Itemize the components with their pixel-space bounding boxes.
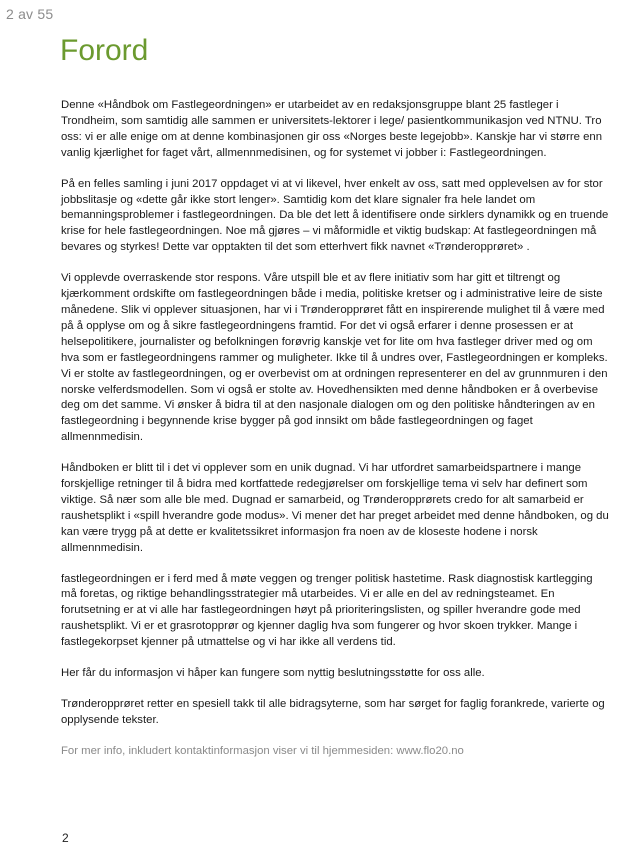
paragraph-5: fastlegeordningen er i ferd med å møte veggen og trenger politisk hastetime. Rask diagnostisk kartlegging må foretas, og riktige behandlingsstrategier må utarbeides. Vi er alle en del av redningsteamet. En forutsetning er at vi alle har fastlegeordningen høyt på prioriteringslisten, og spiller hverandre gode med raushetsplikt. Vi er et grasrotopprør og kjenner daglig hva som fungerer og hvor skoen trykker. Mange i fastlegekorpset kjenner på utmattelse og vi har ikke all verdens tid. <box>61 572 593 649</box>
paragraph-6: Her får du informasjon vi håper kan fungere som nyttig beslutningsstøtte for oss alle. <box>61 667 485 680</box>
page-title: Forord <box>60 34 149 67</box>
paragraph-4: Håndboken er blitt til i det vi opplever som en unik dugnad. Vi har utfordret samarbeidspartnere i mange forskjellige retninger til å bidra med kortfattede redegjørelser om forskjellige tema vi selv har definert som viktige. Så nær som alle ble med. Dugnad er samarbeid, og Trønderopprørets credo for alt samarbeid er raushetsplikt i «spill hverandre gode modus». Vi mener det har preget arbeidet med denne håndboken, og du kan være trygg på at dette er kvalitetssikret informasjon fra noen av de kloseste hodene i norsk allmennmedisin. <box>61 462 609 554</box>
paragraph-7: Trønderopprøret retter en spesiell takk til alle bidragsyterne, som har sørget for faglig forankrede, varierte og opplysende tekster. <box>61 698 605 726</box>
paragraph-2: På en felles samling i juni 2017 oppdaget vi at vi likevel, hver enkelt av oss, satt med opplevelsen av for stor jobbslitasje og «dette går ikke stort lenger». Samtidig kom det klare signaler fra hele landet om bemanningsproblemer i fastlegeordningen. Da ble det lett å identifisere onde sirklers dynamikk og en truende krise for hele fastlegeordningen. Noe må gjøres – vi måformidle et viktig budskap: At fastlegeordningen må bevares og styrkes! Dette var opptakten til det som etterhvert fikk navnet «Trønderopprøret» . <box>61 177 609 254</box>
paragraph-3: Vi opplevde overraskende stor respons. Våre utspill ble et av flere initiativ som har gitt et tiltrengt og kjærkomment ordskifte om fastlegeordningen både i media, politiske kretser og i administrative leire de siste månedene. Slik vi opplever situasjonen, har vi i Trønderopprøret fått en inspirerende mulighet til å være med på å opplyse om og å sikre fastlegeordningens framtid. For det vi også erfarer i denne prosessen er at helsepolitikere, journalister og befolkningen forøvrig kanskje vet for lite om hva fastleger driver med og om hva som er fastlegeordningens rammer og muligheter. Ikke til å undres over, Fastlegeordningen er kompleks. Vi er stolte av fastlegeordningen, og er overbevist om at ordningen representerer en del av grunnmuren i den norske velferdsmodellen. Som vi også er stolte av. Hovedhensikten med denne håndboken er å overbevise deg om det samme. Vi ønsker å bidra til at den nasjonale dialogen om og den politiske håndteringen av en fastlegeordning i begynnende krise bygger på god innsikt om både fastlegeordningen og faget allmennmedisin. <box>61 272 608 444</box>
page-number: 2 <box>62 831 69 845</box>
page-counter: 2 av 55 <box>6 6 54 22</box>
paragraph-1: Denne «Håndbok om Fastlegeordningen» er utarbeidet av en redaksjonsgruppe blant 25 fastleger i Trondheim, som samtidig alle sammen er universitets-lektorer i lege/ pasientkommunikasjon ved NTNU. Tro oss: vi er alle enige om at denne kombinasjonen gir oss «Norges beste legejobb». Kanskje har vi større enn vanlig kjærlighet for faget vårt, allmennmedisinen, og for systemet vi jobber i: Fastlegeordningen. <box>61 99 603 159</box>
body-text <box>61 98 609 775</box>
footer-note: For mer info, inkludert kontaktinformasjon viser vi til hjemmesiden: www.flo20.no <box>61 744 464 757</box>
